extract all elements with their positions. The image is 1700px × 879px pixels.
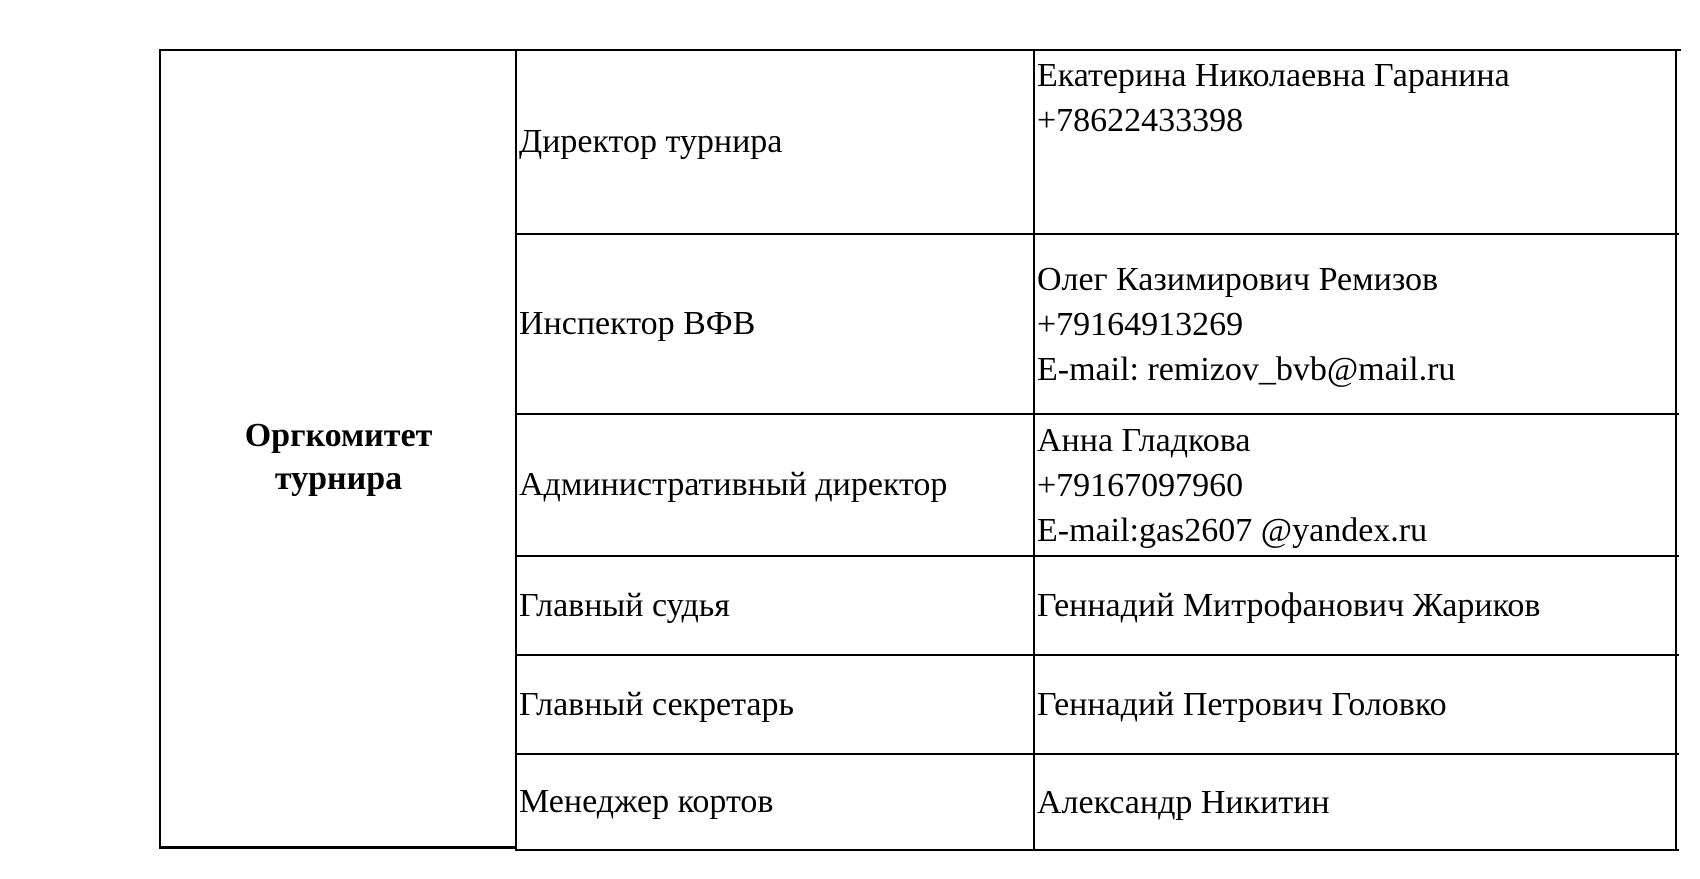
contact-cell xyxy=(1035,51,1679,233)
table-row xyxy=(517,51,1679,235)
committee-title-line-1: Оргкомитет xyxy=(244,416,433,454)
contact-name: Геннадий Митрофанович Жариков xyxy=(1037,587,1541,624)
contact-cell xyxy=(1035,235,1679,413)
committee-title-line-2: турнира xyxy=(274,459,403,497)
contact-email: E-mail: remizov_bvb@mail.ru xyxy=(1037,350,1456,388)
table-row xyxy=(517,557,1679,656)
contact-name: Олег Казимирович Ремизов xyxy=(1037,260,1439,298)
table-row xyxy=(517,755,1679,851)
role-label: Менеджер кортов xyxy=(519,783,774,820)
table-row xyxy=(517,415,1679,557)
role-label: Главный секретарь xyxy=(519,685,795,723)
contact-cell xyxy=(1035,557,1679,654)
committee-header-cell xyxy=(159,49,516,849)
role-label: Директор турнира xyxy=(519,123,783,160)
contact-name: Екатерина Николаевна Гаранина xyxy=(1037,57,1510,94)
contact-cell xyxy=(1035,415,1679,555)
role-cell xyxy=(517,755,1035,849)
contact-name: Александр Никитин xyxy=(1037,783,1330,821)
contact-name: Анна Гладкова xyxy=(1037,421,1251,459)
contact-cell xyxy=(1035,656,1679,753)
role-label: Административный директор xyxy=(519,466,948,503)
table-row xyxy=(517,235,1679,415)
role-cell xyxy=(517,51,1035,233)
role-cell xyxy=(517,656,1035,753)
table-row xyxy=(517,656,1679,755)
contact-phone: +78622433398 xyxy=(1037,102,1244,139)
role-cell xyxy=(517,235,1035,413)
role-cell xyxy=(517,557,1035,654)
contact-phone: +79164913269 xyxy=(1037,305,1244,343)
contact-name: Геннадий Петрович Головко xyxy=(1037,686,1447,723)
role-label: Главный судья xyxy=(519,586,730,624)
contact-cell xyxy=(1035,755,1679,849)
table-right-border xyxy=(1675,49,1677,851)
contact-phone: +79167097960 xyxy=(1037,466,1244,504)
contact-email: E-mail:gas2607 @yandex.ru xyxy=(1037,511,1428,549)
role-cell xyxy=(517,415,1035,555)
committee-title xyxy=(189,414,489,500)
contacts-grid xyxy=(515,49,1681,851)
role-label: Инспектор ВФВ xyxy=(519,305,756,342)
